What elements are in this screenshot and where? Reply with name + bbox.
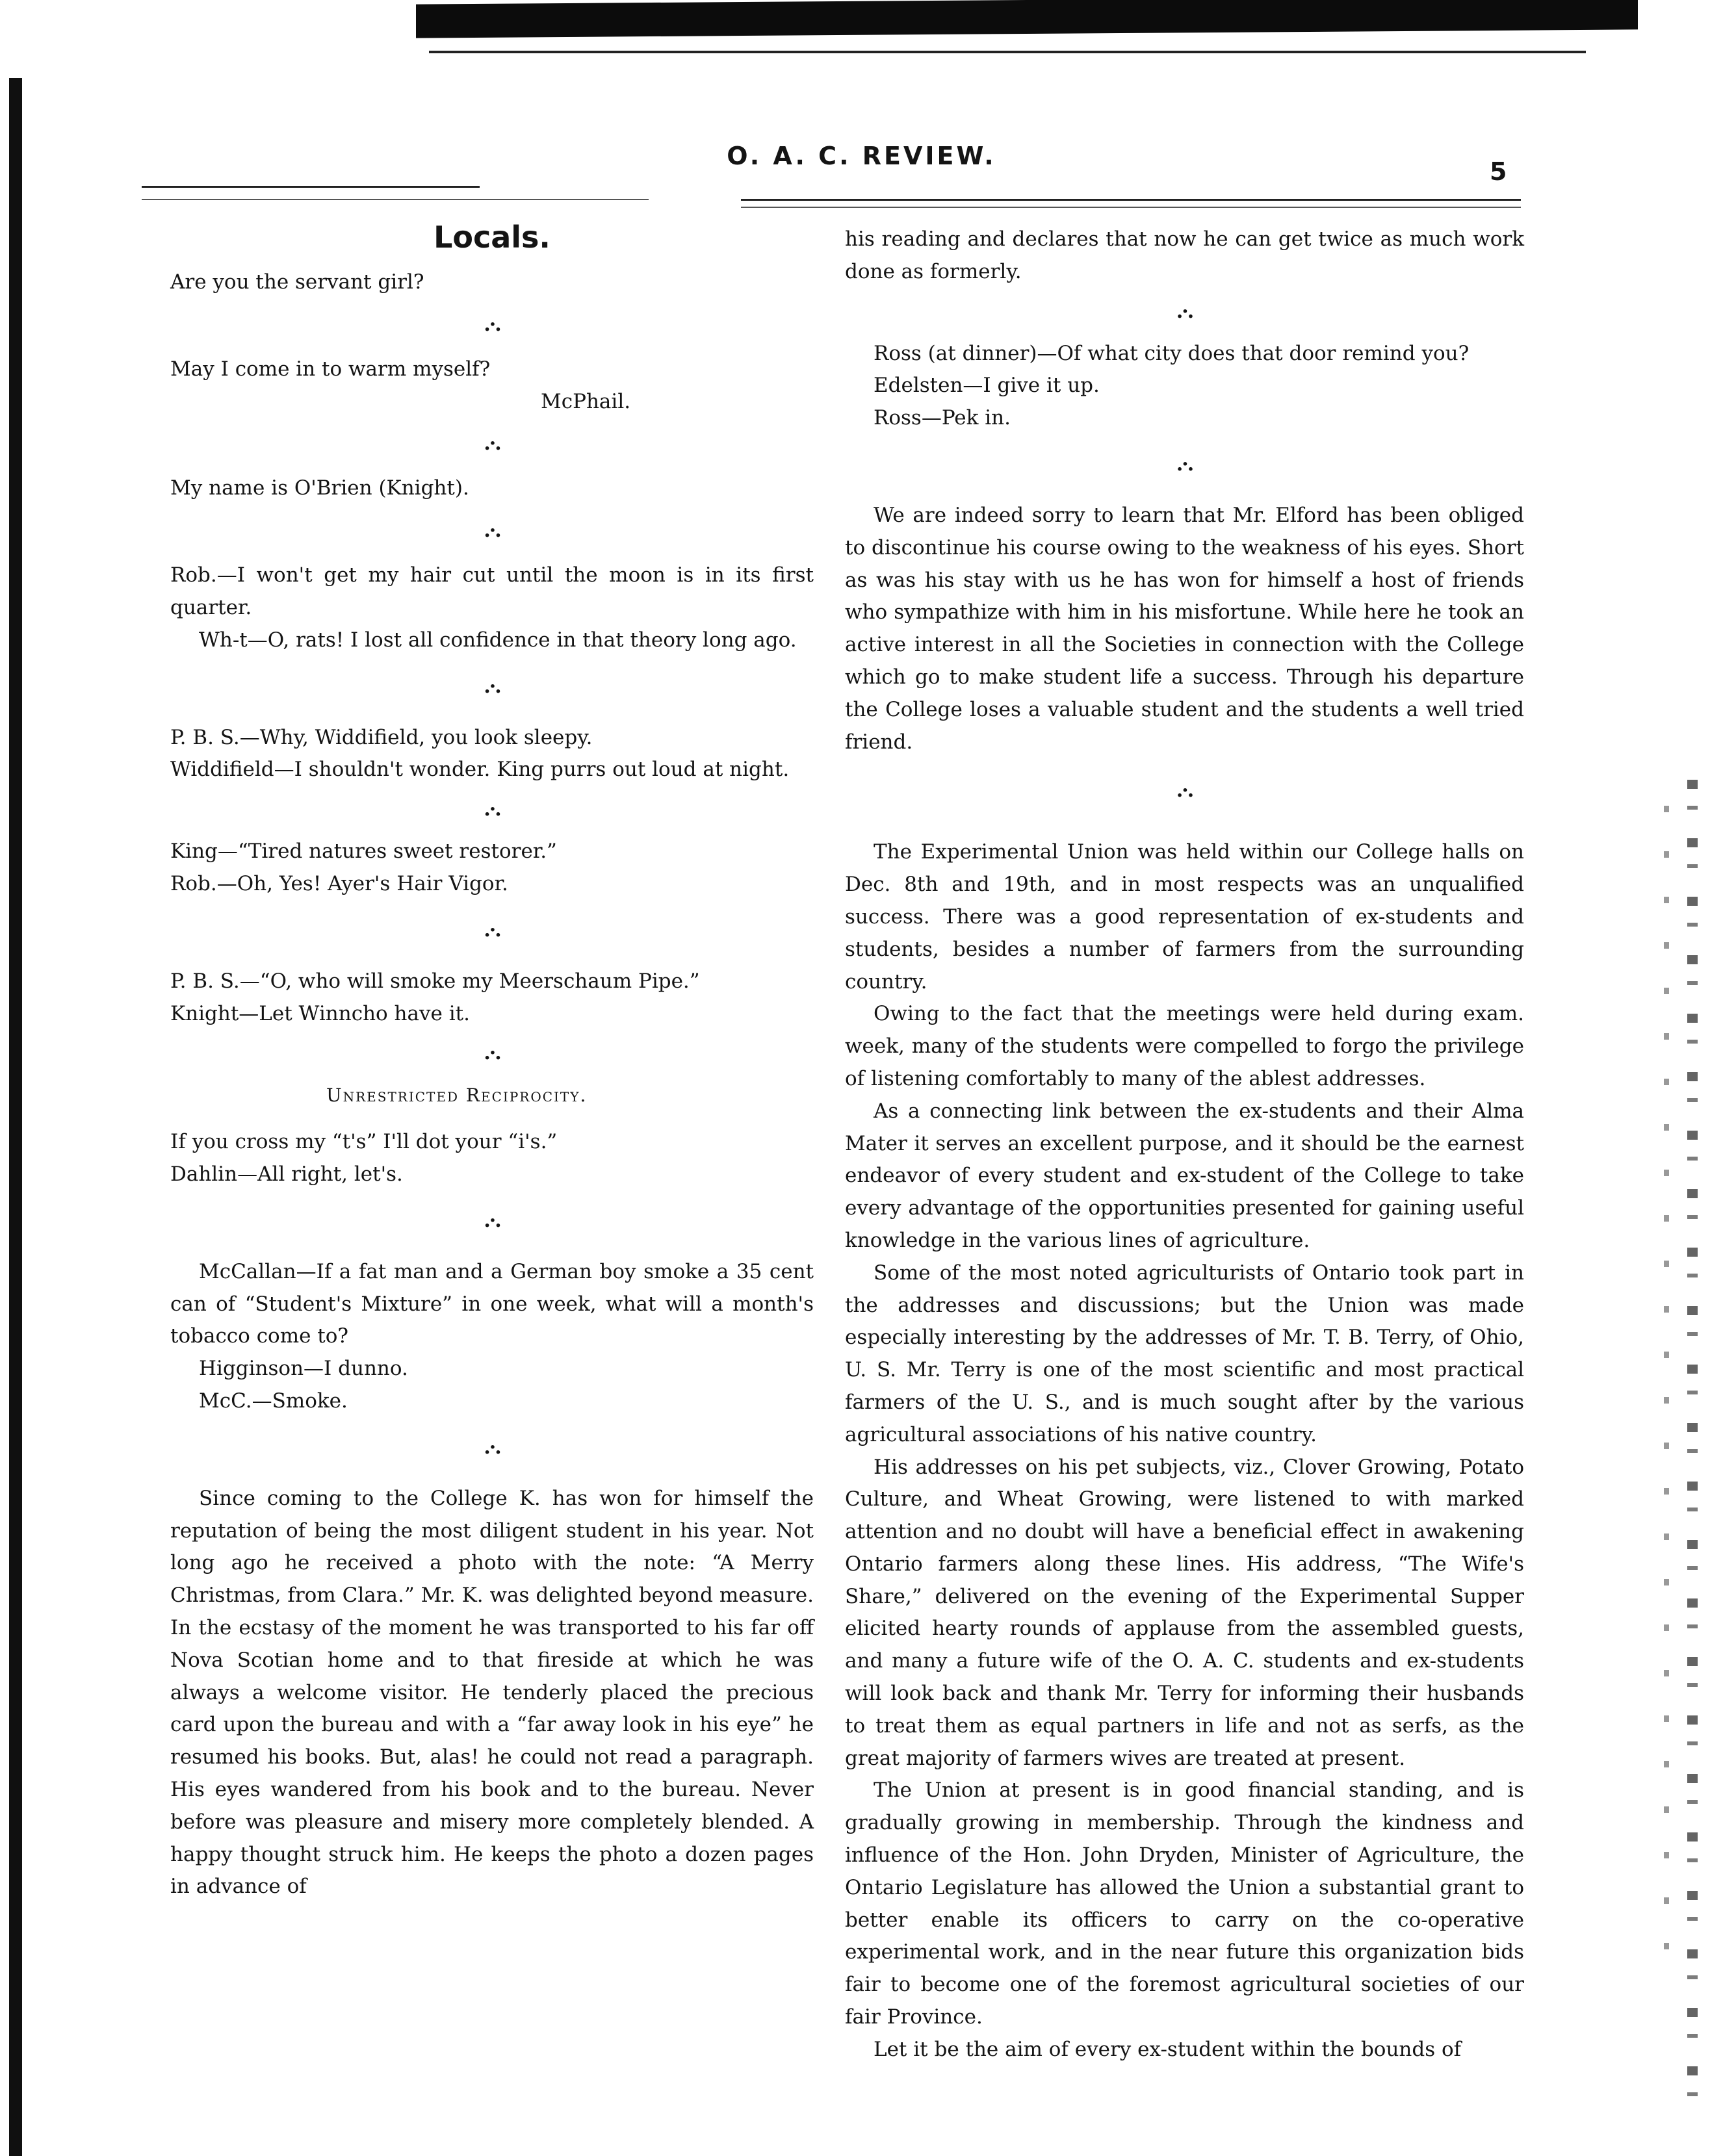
separator-mark: .·.	[484, 1042, 500, 1065]
local-item: P. B. S.—Why, Widdifield, you look sleepy.	[170, 725, 593, 749]
local-item: Rob.—I won't get my hair cut until the moon is in its first quarter.	[170, 563, 814, 619]
separator-mark: .·.	[484, 798, 500, 821]
article-paragraph: Edelsten—I give it up.	[874, 374, 1100, 398]
article-paragraph: The Experimental Union was held within our College halls on Dec. 8th and 19th, and in most respects was an unqualified success. There was a good representation of ex-students and students, besides a number of farmers from the surrounding country.	[845, 840, 1524, 994]
article-paragraph: The Union at present is in good financial standing, and is gradually growing in membership. Through the kindness and influence of the Hon. John Dryden, Minister of Agriculture, the Ontario Legislature has allowed the Union a substantial grant to better enable its officers to carry on the co-operative experimental work, and in the near future this organization bids fair to become one of the foremost agricultural societies of our fair Province.	[845, 1778, 1524, 2029]
article-paragraph: His addresses on his pet subjects, viz., Clover Growing, Potato Culture, and Wheat Growing, were listened to with marked attention and no doubt will have a beneficial effect in awakening Ontario farmers along these lines. His address, “The Wife's Share,” delivered on the evening of the Experimental Supper elicited hearty rounds of applause from the assembled guests, and many a future wife of the O. A. C. students and ex-students will look back and thank Mr. Terry for informing their husbands to treat them as equal partners in life and not as serfs, as the great majority of farmers wives are treated at present.	[845, 1455, 1524, 1770]
separator-mark: .·.	[484, 674, 500, 698]
local-item: Are you the servant girl?	[170, 270, 424, 294]
local-item: Wh-t—O, rats! I lost all confidence in that theory long ago.	[199, 628, 797, 652]
separator-mark: .·.	[484, 1435, 500, 1459]
section-title-locals: Locals.	[434, 220, 551, 255]
scan-noise-right-secondary	[1664, 806, 1669, 1975]
separator-mark: .·.	[1176, 452, 1193, 476]
left-column	[170, 214, 814, 1903]
scan-border-left	[9, 78, 22, 2156]
separator-mark: .·.	[484, 1209, 500, 1232]
right-column	[845, 224, 1524, 2066]
header-rule-right	[741, 199, 1521, 201]
local-item: My name is O'Brien (Knight).	[170, 476, 469, 500]
local-heading: Unrestricted Reciprocity.	[326, 1084, 588, 1107]
separator-mark: .·.	[1176, 300, 1193, 323]
scan-noise-right	[1687, 780, 1698, 2112]
scan-border-top	[416, 0, 1638, 38]
page-number: 5	[1490, 157, 1507, 186]
local-item: King—“Tired natures sweet restorer.”	[170, 840, 557, 864]
local-signature: McPhail.	[541, 389, 631, 413]
separator-mark: .·.	[484, 432, 500, 456]
local-item: P. B. S.—“O, who will smoke my Meerschaum Pipe.”	[170, 969, 700, 993]
header-rule-right-lower	[741, 207, 1521, 208]
local-item: McC.—Smoke.	[199, 1389, 348, 1413]
local-item: If you cross my “t's” I'll dot your “i's.”	[170, 1130, 558, 1154]
article-paragraph: Some of the most noted agriculturists of Ontario took part in the addresses and discussions; but the Union was made especially interesting by the addresses of Mr. T. B. Terry, of Ohio, U. S. Mr. Terry is one of the most scientific and most practical farmers of the U. S., and is much sought after by the various agricultural associations of his native country.	[845, 1261, 1524, 1446]
separator-mark: .·.	[1176, 779, 1193, 802]
local-item: Rob.—Oh, Yes! Ayer's Hair Vigor.	[170, 871, 508, 895]
article-paragraph: Ross (at dinner)—Of what city does that door remind you?	[874, 341, 1470, 365]
header-rule-left-lower	[142, 199, 649, 200]
local-item: Knight—Let Winncho have it.	[170, 1001, 470, 1025]
page-header-title: O. A. C. REVIEW.	[727, 142, 996, 170]
article-paragraph: As a connecting link between the ex-students and their Alma Mater it serves an excellent purpose, and it should be the earnest endeavor of every student and ex-student of the College to take every advantage of the opportunities presented for gaining useful knowledge in the various lines of agriculture.	[845, 1099, 1524, 1252]
separator-mark: .·.	[484, 918, 500, 942]
article-paragraph: his reading and declares that now he can get twice as much work done as formerly.	[845, 227, 1524, 283]
local-item: Dahlin—All right, let's.	[170, 1162, 403, 1186]
local-item: Widdifield—I shouldn't wonder. King purrs out loud at night.	[170, 758, 790, 782]
separator-mark: .·.	[484, 313, 500, 336]
local-item: Since coming to the College K. has won for himself the reputation of being the most diligent student in his year. Not long ago he received a photo with the note: “A Merry Christmas, from Clara.” Mr. K. was delighted beyond measure. In the ecstasy of the moment he was transported to his far off Nova Scotian home and to that fireside at which he was always a welcome visitor. He tenderly placed the precious card upon the bureau and with a “far away look in his eye” he resumed his books. But, alas! he could not read a paragraph. His eyes wandered from his book and to the bureau. Never before was pleasure and misery more completely blended. A happy thought struck him. He keeps the photo a dozen pages in advance of	[170, 1486, 814, 1899]
scan-line-top	[429, 51, 1586, 53]
article-paragraph: Owing to the fact that the meetings were held during exam. week, many of the students were compelled to forgo the privilege of listening comfortably to many of the ablest addresses.	[845, 1002, 1524, 1090]
local-item: May I come in to warm myself?	[170, 357, 491, 381]
separator-mark: .·.	[484, 519, 500, 543]
local-item: Higginson—I dunno.	[199, 1357, 408, 1381]
article-paragraph: Ross—Pek in.	[874, 406, 1011, 430]
article-paragraph: We are indeed sorry to learn that Mr. Elford has been obliged to discontinue his course owing to the weakness of his eyes. Short as was his stay with us he has won for himself a host of friends who sympathize with him in his misfortune. While here he took an active interest in all the Societies in connection with the College which go to make student life a success. Through his departure the College loses a valuable student and the students a well tried friend.	[845, 503, 1524, 754]
header-rule-left	[142, 186, 480, 188]
local-item: McCallan—If a fat man and a German boy smoke a 35 cent can of “Student's Mixture” in one week, what will a month's tobacco come to?	[170, 1259, 814, 1348]
article-paragraph: Let it be the aim of every ex-student within the bounds of	[874, 2037, 1462, 2061]
